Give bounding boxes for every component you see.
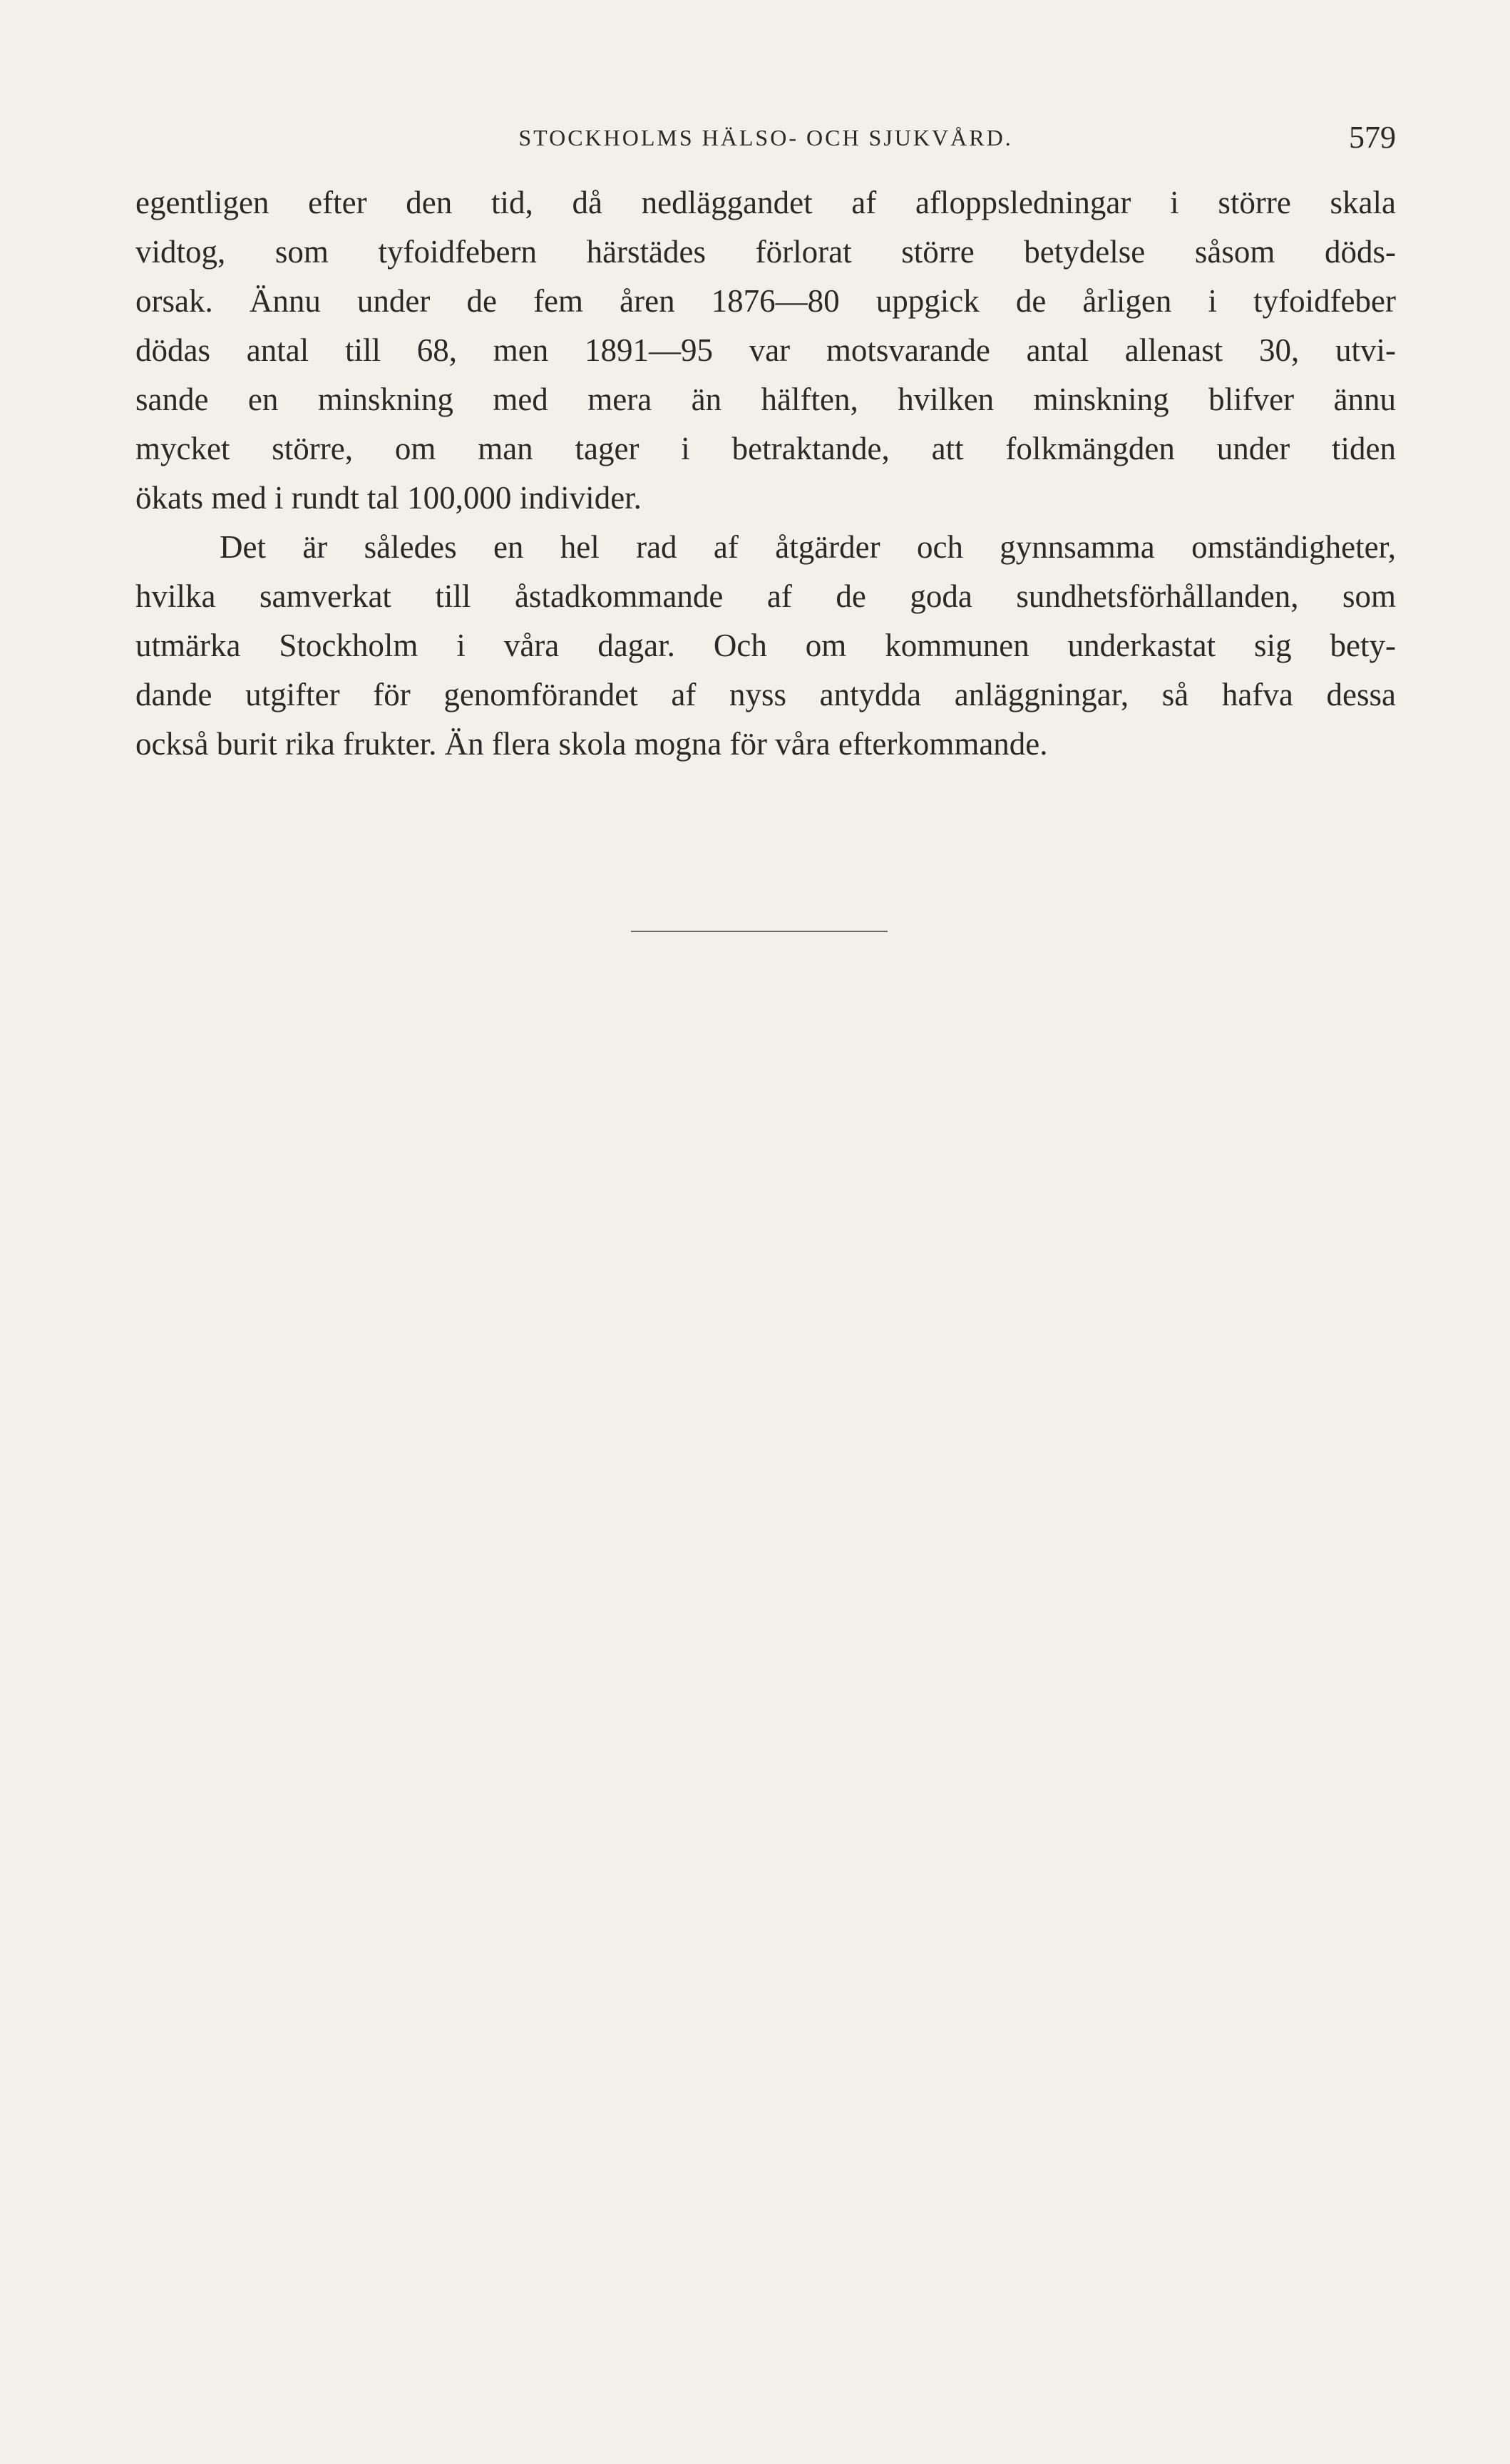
paragraph-2 bbox=[135, 523, 1396, 769]
text-line: dande utgifter för genomförandet af nyss antydda anläggningar, så hafva dessa bbox=[135, 677, 1396, 712]
end-rule bbox=[631, 931, 888, 932]
text-line: Det är således en hel rad af åtgärder och gynnsamma omständigheter, bbox=[220, 529, 1396, 565]
text-line: sande en minskning med mera än hälften, hvilken minskning blifver ännu bbox=[135, 382, 1396, 417]
text-line: utmärka Stockholm i våra dagar. Och om kommunen underkastat sig bety- bbox=[135, 628, 1396, 663]
text-line: orsak. Ännu under de fem åren 1876—80 uppgick de årligen i tyfoidfeber bbox=[135, 283, 1396, 319]
page-number: 579 bbox=[1349, 120, 1396, 155]
text-line: också burit rika frukter. Än flera skola mogna för våra efterkommande. bbox=[135, 726, 1048, 762]
running-head bbox=[135, 120, 1396, 155]
text-line: dödas antal till 68, men 1891—95 var motsvarande antal allenast 30, utvi- bbox=[135, 332, 1396, 368]
running-title: STOCKHOLMS HÄLSO- OCH SJUKVÅRD. bbox=[518, 125, 1013, 150]
text-line: mycket större, om man tager i betraktande, att folkmängden under tiden bbox=[135, 431, 1396, 466]
paragraph-1 bbox=[135, 178, 1396, 523]
text-line: egentligen efter den tid, då nedläggandet af afloppsledningar i större skala bbox=[135, 185, 1396, 220]
body-text bbox=[135, 178, 1396, 769]
text-line: hvilka samverkat till åstadkommande af de goda sundhetsförhållanden, som bbox=[135, 578, 1396, 614]
text-line: ökats med i rundt tal 100,000 individer. bbox=[135, 480, 642, 516]
text-line: vidtog, som tyfoidfebern härstädes förlorat större betydelse såsom döds- bbox=[135, 234, 1396, 270]
